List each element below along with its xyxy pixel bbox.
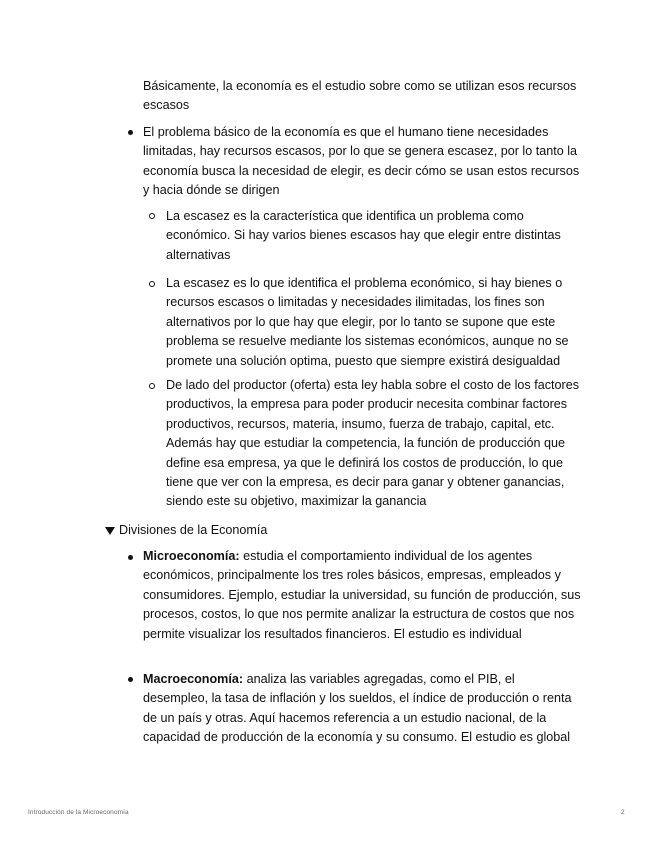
division-micro-text: estudia el comportamiento individual de los agentes económicos, principalmente los tres roles básicos, empresas, empleados y consumidores. Ejemplo, estudiar la universidad, su función de producción, sus procesos, costos, lo que nos permite analizar la estructura de costos que nos permite visualizar los resultados financieros. El estudio es individual bbox=[143, 549, 581, 641]
bullet-icon bbox=[128, 677, 133, 682]
circle-bullet-icon bbox=[149, 213, 155, 219]
circle-bullet-icon bbox=[149, 281, 155, 287]
circle-bullet-icon bbox=[149, 383, 155, 389]
page-number: 2 bbox=[621, 809, 625, 816]
bullet-icon bbox=[128, 555, 133, 560]
sub-item-3: De lado del productor (oferta) esta ley habla sobre el costo de los factores productivos, la empresa para poder producir necesita combinar factores productivos, recursos, materia, insumo, fuerza de trabajo, capital, etc. Además hay que estudiar la competencia, la función de producción que define esa empresa, ya que le definirá los costos de producción, lo que tiene que ver con la empresa, es decir para ganar y obtener ganancias, siendo este su objetivo, maximizar la ganancia bbox=[166, 378, 580, 509]
sub-item-1: La escasez es la característica que identifica un problema como económico. Si hay varios bienes escasos hay que elegir entre distintas alternativas bbox=[166, 209, 561, 262]
term-macro: Macroeconomía: bbox=[143, 672, 244, 686]
footer-title: Introducción de la Microeconomía bbox=[28, 809, 129, 816]
bullet-problem-basic: El problema básico de la economía es que el humano tiene necesidades limitadas, hay recursos escasos, por lo que se genera escasez, por lo tanto la economía busca la necesidad de elegir, es decir cómo se usan estos recursos y hacia dónde se dirigen bbox=[143, 125, 580, 198]
intro-paragraph: Básicamente, la economía es el estudio sobre como se utilizan esos recursos escasos bbox=[143, 79, 577, 113]
toggle-label: Divisiones de la Economía bbox=[119, 523, 268, 537]
term-micro: Microeconomía: bbox=[143, 549, 240, 563]
division-macro bbox=[143, 670, 583, 748]
sub-item-2: La escasez es lo que identifica el problema económico, si hay bienes o recursos escasos o limitadas y necesidades ilimitadas, los fines son alternativos por lo que hay que elegir, por lo tanto se supone que este problema se resuelve mediante los sistemas económicos, aunque no se promete una solución optima, puesto que siempre existirá desigualdad bbox=[166, 276, 569, 368]
triangle-down-icon[interactable] bbox=[105, 527, 115, 535]
division-macro-text: analiza las variables agregadas, como el PIB, el desempleo, la tasa de inflación y los sueldos, el índice de producción o renta de un país y otras. Aquí hacemos referencia a un estudio nacional, de la capacidad de producción de la economía y su consumo. El estudio es global bbox=[143, 672, 572, 745]
division-micro bbox=[143, 547, 583, 644]
bullet-icon bbox=[128, 130, 133, 135]
toggle-divisiones[interactable] bbox=[105, 521, 267, 540]
